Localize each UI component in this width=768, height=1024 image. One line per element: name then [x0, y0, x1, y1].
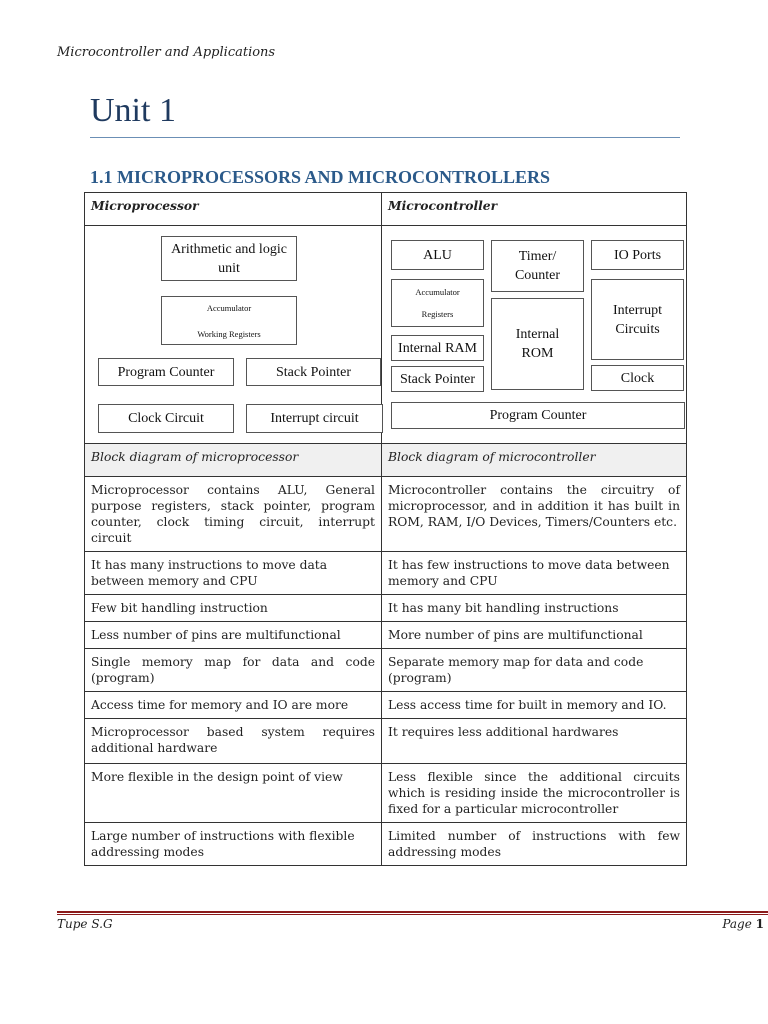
mc-accumulator-box [391, 279, 484, 327]
table-row [85, 622, 687, 649]
mc-interrupt-circuits-box: Interrupt Circuits [591, 279, 684, 360]
table-cell: Limited number of instructions with few addressing modes [382, 823, 687, 866]
table-row [85, 692, 687, 719]
table-cell: Less number of pins are multifunctional [85, 622, 382, 649]
mc-registers-label: Registers [421, 309, 454, 319]
mp-program-counter-box: Program Counter [98, 358, 234, 386]
table-cell: It has few instructions to move data between memory and CPU [382, 552, 687, 595]
page-number: 1 [755, 917, 764, 931]
footer-rule [57, 911, 768, 913]
mp-clock-circuit-box: Clock Circuit [98, 404, 234, 433]
footer-page [722, 917, 764, 931]
mc-internal-ram-box: Internal RAM [391, 335, 484, 361]
table-cell: Microprocessor based system requires additional hardware [85, 719, 382, 764]
table-header-row [85, 193, 687, 226]
table-row [85, 477, 687, 552]
table-row [85, 552, 687, 595]
mc-alu-box: ALU [391, 240, 484, 270]
microprocessor-block-diagram [85, 226, 382, 444]
table-cell: Microcontroller contains the circuitry of microprocessor, and in addition it has built in ROM, RAM, I/O Devices, Timers/Counters etc. [382, 477, 687, 552]
table-cell: Single memory map for data and code (program) [85, 649, 382, 692]
comparison-table [84, 192, 687, 866]
mc-stack-pointer-box: Stack Pointer [391, 366, 484, 392]
footer-author: Tupe S.G [57, 917, 113, 931]
mc-io-ports-box: IO Ports [591, 240, 684, 270]
table-cell: More number of pins are multifunctional [382, 622, 687, 649]
mc-program-counter-box: Program Counter [391, 402, 685, 429]
table-cell: It has many instructions to move data between memory and CPU [85, 552, 382, 595]
header-microcontroller: Microcontroller [382, 193, 687, 226]
table-cell: Few bit handling instruction [85, 595, 382, 622]
mp-accumulator-box [161, 296, 297, 345]
table-cell: Separate memory map for data and code (program) [382, 649, 687, 692]
mc-internal-rom-box: Internal ROM [491, 298, 584, 390]
page-label: Page [722, 917, 752, 931]
mp-accumulator-label: Accumulator [206, 302, 252, 313]
unit-title: Unit 1 [90, 92, 176, 129]
table-cell: It requires less additional hardwares [382, 719, 687, 764]
table-cell: Less access time for built in memory and IO. [382, 692, 687, 719]
mp-alu-box: Arithmetic and logic unit [161, 236, 297, 281]
table-row [85, 649, 687, 692]
table-cell: Access time for memory and IO are more [85, 692, 382, 719]
mc-clock-box: Clock [591, 365, 684, 391]
header-microprocessor: Microprocessor [85, 193, 382, 226]
mp-stack-pointer-box: Stack Pointer [246, 358, 381, 386]
title-rule [90, 137, 680, 138]
table-row [85, 823, 687, 866]
table-row [85, 719, 687, 764]
section-title: 1.1 MICROPROCESSORS AND MICROCONTROLLERS [90, 167, 551, 187]
table-row [85, 595, 687, 622]
mc-timer-counter-box: Timer/ Counter [491, 240, 584, 292]
running-header: Microcontroller and Applications [57, 45, 276, 60]
caption-microprocessor: Block diagram of microprocessor [85, 444, 382, 477]
table-cell: Microprocessor contains ALU, General purpose registers, stack pointer, program counter, clock timing circuit, interrupt circuit [85, 477, 382, 552]
microcontroller-block-diagram [382, 226, 687, 444]
mc-accumulator-label: Accumulator [415, 287, 460, 297]
mp-working-registers-label: Working Registers [197, 328, 261, 339]
table-cell: More flexible in the design point of view [85, 764, 382, 823]
mp-interrupt-circuit-box: Interrupt circuit [246, 404, 383, 433]
diagram-row [85, 226, 687, 444]
footer-rule-thin [57, 914, 768, 915]
table-row [85, 764, 687, 823]
table-cell: Less flexible since the additional circuits which is residing inside the microcontroller is fixed for a particular microcontroller [382, 764, 687, 823]
table-cell: It has many bit handling instructions [382, 595, 687, 622]
caption-microcontroller: Block diagram of microcontroller [382, 444, 687, 477]
table-cell: Large number of instructions with flexible addressing modes [85, 823, 382, 866]
caption-row [85, 444, 687, 477]
